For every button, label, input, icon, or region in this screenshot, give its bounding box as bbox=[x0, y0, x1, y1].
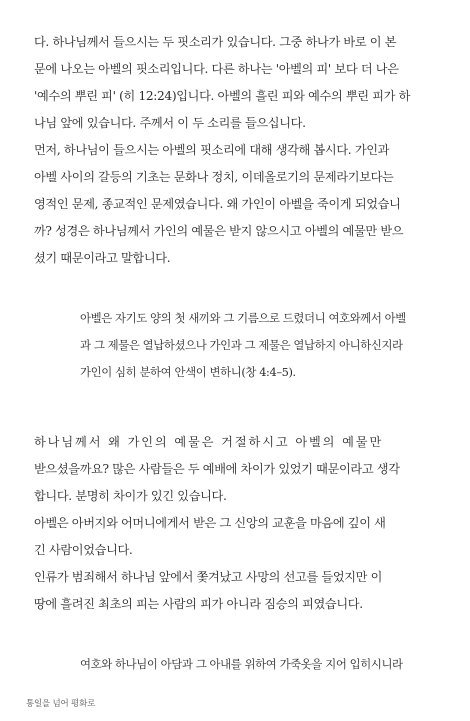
text-line: 인류가 범죄해서 하나님 앞에서 쫓겨났고 사망의 선고를 들었지만 이 bbox=[34, 570, 383, 584]
text-line: 아벨 사이의 갈등의 기초는 문화나 정치, 이데올로기의 문제라기보다는 bbox=[34, 170, 394, 184]
text-line: '예수의 뿌린 피' (히 12:24)입니다. 아벨의 흘린 피와 예수의 뿌린 피가 하 bbox=[34, 89, 411, 103]
text-line: 문에 나오는 아벨의 핏소리입니다. 다른 하나는 '아벨의 피' 보다 더 나은 bbox=[34, 62, 399, 76]
quote-line: 아벨은 자기도 양의 첫 새끼와 그 기름으로 드렸더니 여호와께서 아벨 bbox=[80, 311, 406, 325]
quote-line: 가인이 심히 분하여 안색이 변하니(창 4:4–5). bbox=[80, 365, 296, 379]
quote-line: 여호와 하나님이 아담과 그 아내를 위하여 가죽옷을 지어 입히시니라 bbox=[80, 657, 403, 671]
text-line: 다. 하나님께서 들으시는 두 핏소리가 있습니다. 그중 하나가 바로 이 본 bbox=[34, 35, 397, 49]
quote-line: 과 그 제물은 열납하셨으나 가인과 그 제물은 열납하지 아니하신지라 bbox=[80, 338, 403, 352]
text-line: 셨기 때문이라고 말합니다. bbox=[34, 251, 171, 265]
text-line: 받으셨을까요? 많은 사람들은 두 예배에 차이가 있었기 때문이라고 생각 bbox=[34, 462, 400, 476]
text-line: 까? 성경은 하나님께서 가인의 예물은 받지 않으시고 아벨의 예물만 받으 bbox=[34, 224, 404, 238]
text-line: 땅에 흘려진 최초의 피는 사람의 피가 아니라 짐승의 피였습니다. bbox=[34, 597, 363, 611]
text-line: 나님 앞에 있습니다. 주께서 이 두 소리를 들으십니다. bbox=[34, 116, 306, 130]
running-footer: 통일을 넘어 평화로 bbox=[26, 699, 96, 709]
text-line: 하나님께서 왜 가인의 예물은 거절하시고 아벨의 예물만 bbox=[34, 435, 384, 449]
text-line: 영적인 문제, 종교적인 문제였습니다. 왜 가인이 아벨을 죽이게 되었습니 bbox=[34, 197, 401, 211]
text-line: 긴 사람이었습니다. bbox=[34, 543, 133, 557]
text-line: 아벨은 아버지와 어머니에게서 받은 그 신앙의 교훈을 마음에 깊이 새 bbox=[34, 516, 386, 530]
text-line: 먼저, 하나님이 들으시는 아벨의 핏소리에 대해 생각해 봅시다. 가인과 bbox=[34, 143, 390, 157]
text-line: 합니다. 분명히 차이가 있긴 있습니다. bbox=[34, 489, 227, 503]
